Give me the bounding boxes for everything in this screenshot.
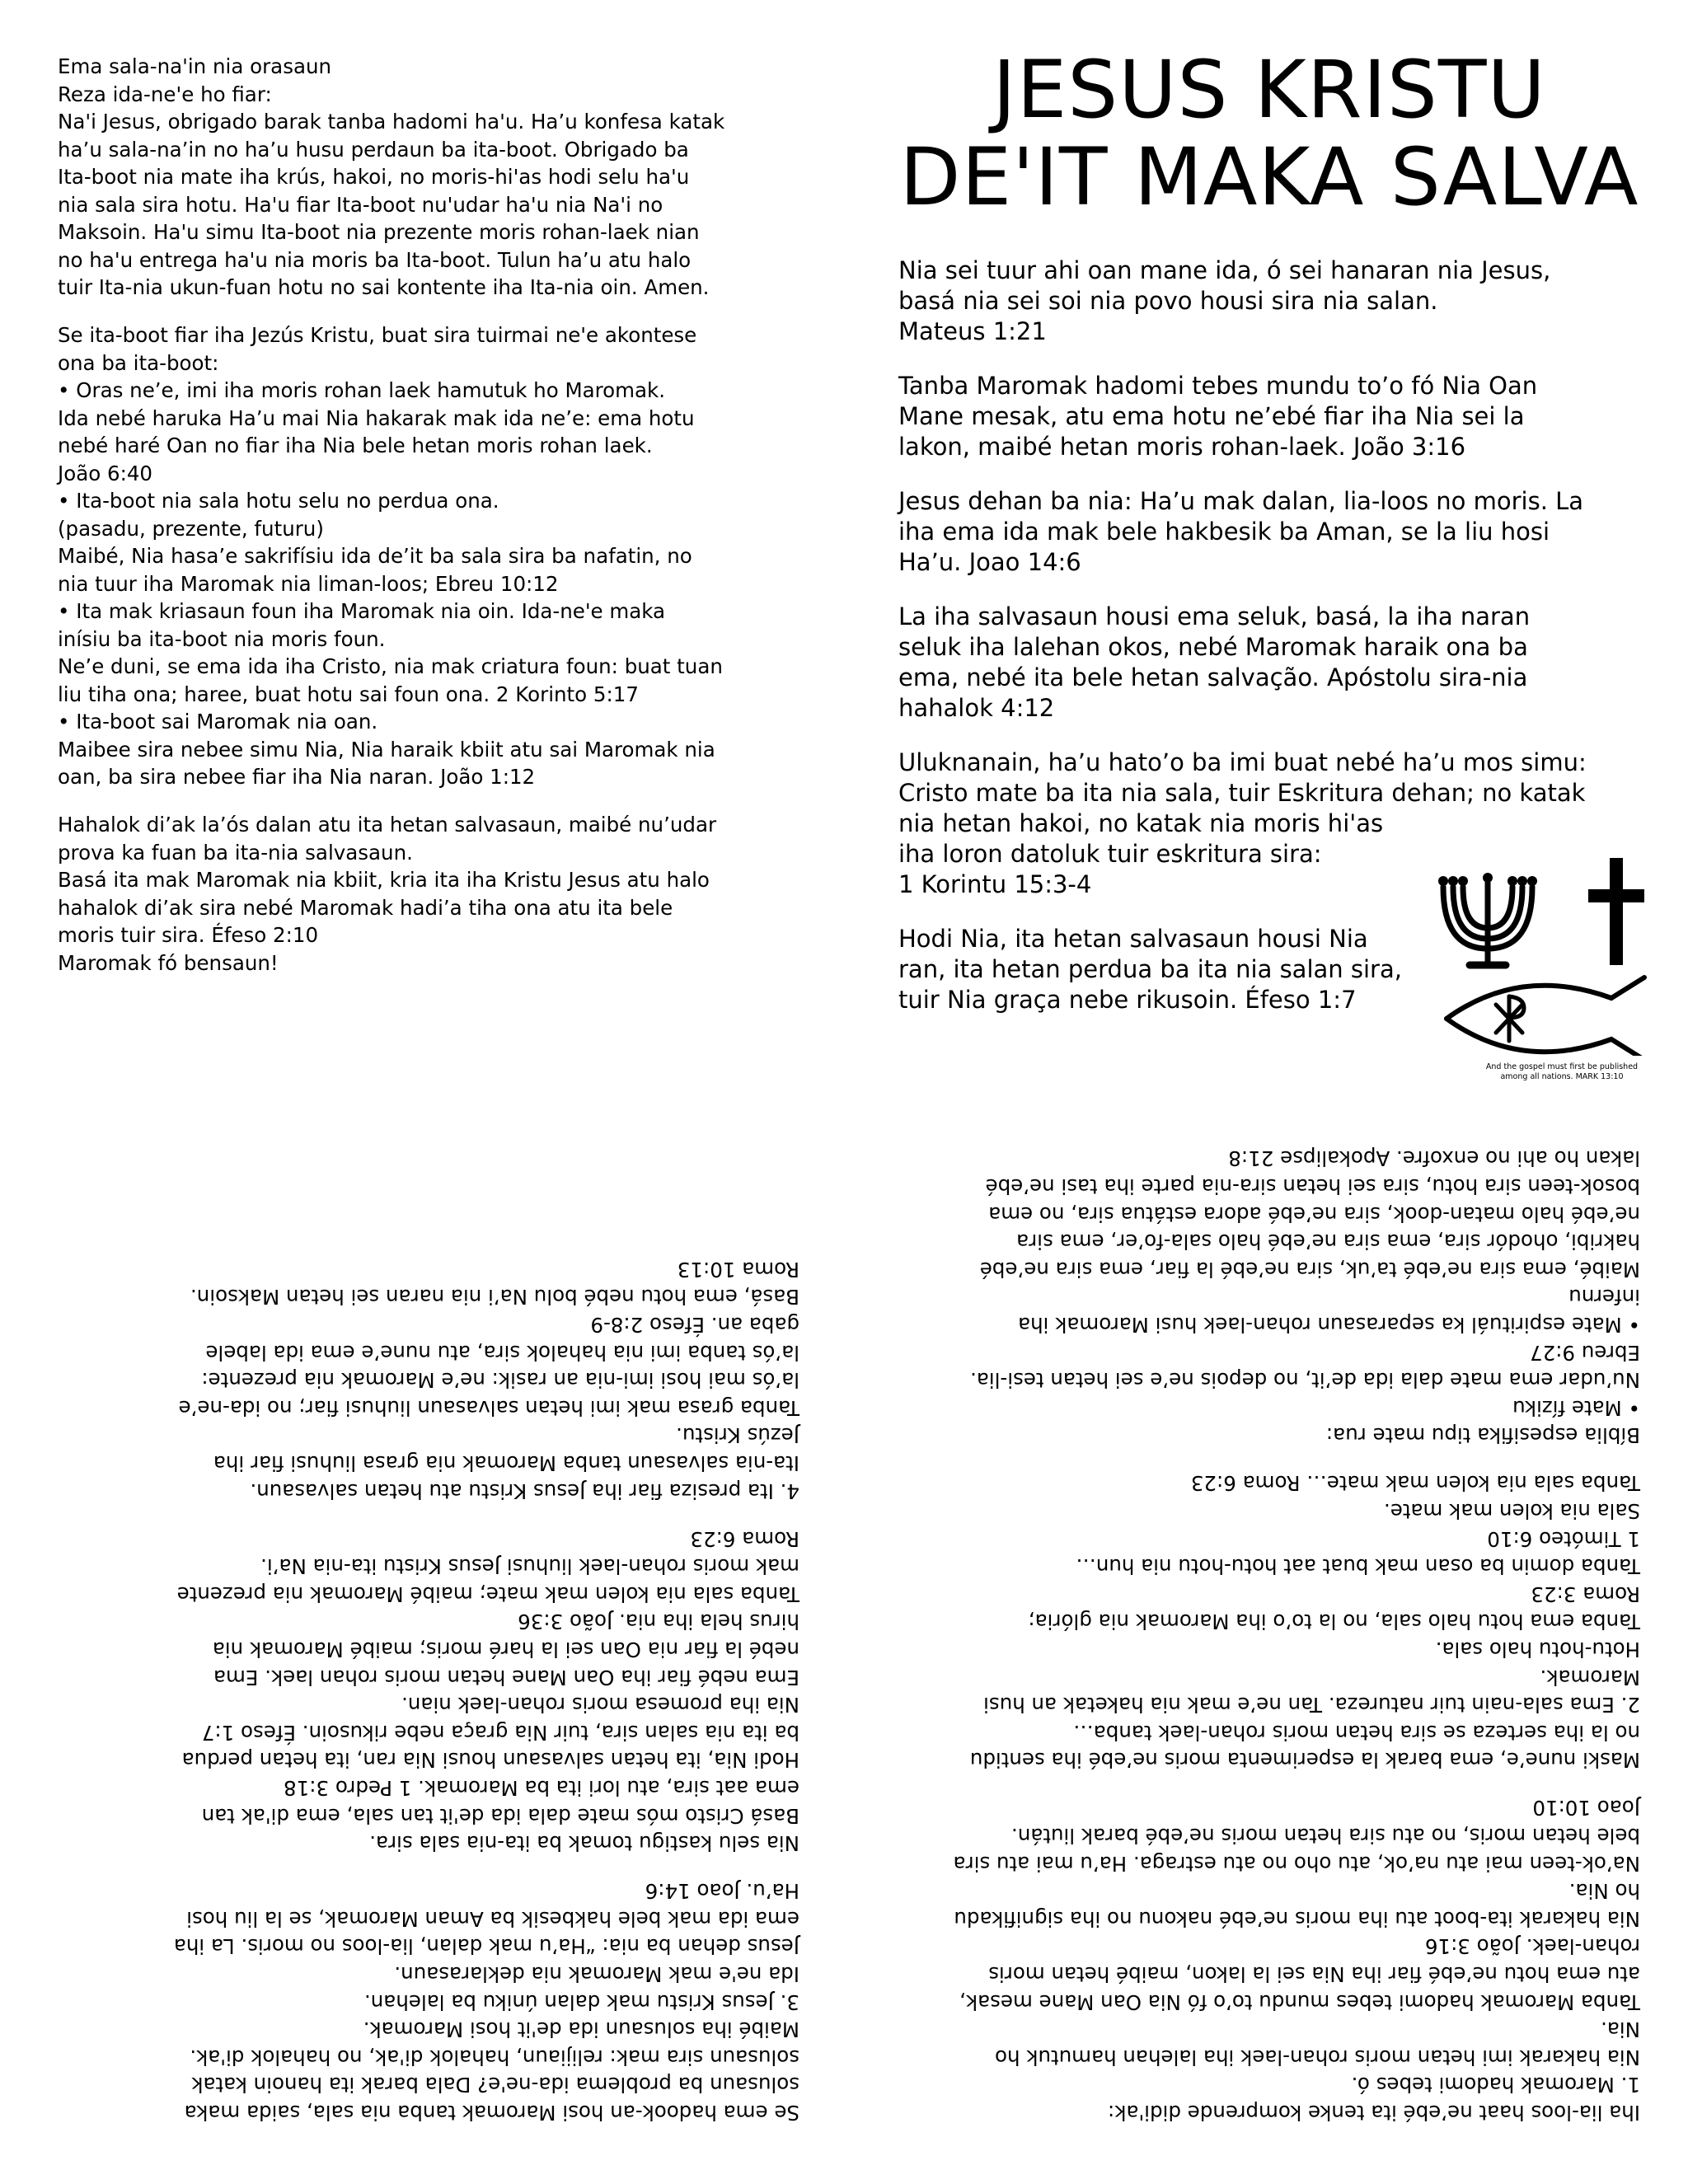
- text-line: 2. Ema sala-nain tuir natureza. Tan ne’e mak nia haketak an husi: [983, 1693, 1640, 1718]
- text-line: [898, 578, 1640, 602]
- text-line: lakon, maibé hetan moris rohan-laek. João 3:16: [898, 433, 1466, 461]
- text-line: hirus hela iha nia. João 3:36: [518, 1610, 799, 1634]
- cross-icon: [1588, 858, 1644, 965]
- text-line: Maibé, ema sira ne’ebé ta’uk, sira ne’ebé la fiar, ema sira ne’ebé: [979, 1257, 1640, 1282]
- text-line: atu ema hotu ne’ebé fiar iha Nia sei la lakon, maibé hetan moris: [988, 1962, 1640, 1987]
- text-line: ema aat sira, atu lori ita ba Maromak. 1 Pedro 3:18: [284, 1775, 799, 1800]
- text-line: Iha lia-loos haat ne’ebé ita tenke komprende didi'ak:: [1108, 2101, 1640, 2125]
- text-line: • Oras ne’e, imi iha moris rohan laek hamutuk ho Maromak.: [58, 378, 666, 402]
- text-line: Hotu-hotu halo sala.: [1435, 1638, 1640, 1661]
- text-line: iha ema ida mak bele hakbesik ba Aman, se la liu hosi: [898, 518, 1550, 546]
- text-line: liu tiha ona; haree, buat hotu sai foun ona. 2 Korinto 5:17: [58, 682, 639, 706]
- text-line: iha loron datoluk tuir eskritura sira:: [898, 840, 1322, 868]
- text-line: Ha’u. Joao 14:6: [898, 548, 1081, 576]
- text-line: Se ita-boot fiar iha Jezús Kristu, buat sira tuirmai ne'e akontese: [58, 323, 697, 347]
- text-line: no ha'u entrega ha'u nia moris ba Ita-boot. Tulun ha’u atu halo: [58, 247, 692, 272]
- text-line: Basá Cristo mós mate dala ida de'it tan sala, ema di'ak tan: [201, 1803, 799, 1828]
- text-line: ho Nia.: [1568, 1879, 1640, 1904]
- text-line: Tanba grasa mak imi hetan salvasaun liuhusi fiar; no ida-ne’e: [178, 1395, 799, 1420]
- text-line: [898, 724, 1640, 748]
- text-line: bele hetan moris, no atu sira hetan moris ne’ebé barak liután.: [1011, 1824, 1640, 1849]
- text-line: ema, nebé ita bele hetan salvação. Apóstolu sira-nia: [898, 663, 1528, 691]
- text-line: La iha salvasaun housi ema seluk, basá, la iha naran: [898, 602, 1531, 630]
- text-line: • Ita-boot nia sala hotu selu no perdua ona.: [58, 489, 499, 513]
- text-line: hakribi, ohodór sira, ema sira ne’ebé halo sala-fo’er, ema sira: [1016, 1230, 1640, 1254]
- text-line: nia hetan hakoi, no katak nia moris hi'as: [898, 809, 1384, 837]
- text-line: infernu: [1568, 1285, 1640, 1310]
- text-line: [898, 462, 1640, 486]
- text-line: Nia hakarak imi hetan moris rohan-laek iha lalehan hamutuk ho: [995, 2045, 1640, 2069]
- title-line-2: DE'IT MAKA SALVA: [899, 131, 1639, 223]
- text-line: ba ita nia salan sira, tuir Nia graça nebe rikusoin. Éfeso 1:7: [201, 1720, 799, 1745]
- text-line: Maibee sira nebee simu Nia, Nia haraik kbiit atu sai Maromak nia: [58, 737, 715, 762]
- caption-line-2: among all nations. MARK 13:10: [1500, 1072, 1624, 1081]
- text-line: Ema sala-na'in nia orasaun: [58, 54, 332, 78]
- prayer-text: [58, 53, 799, 977]
- text-line: Maromak fó bensaun!: [58, 950, 279, 975]
- text-line: bosok-teen sira hotu, sira sei hetan sira-nia parte iha tasi ne’ebé: [985, 1174, 1640, 1198]
- text-line: tuir Ita-nia ukun-fuan hotu no sai kontente iha Ita-nia oin. Amen.: [58, 275, 710, 299]
- text-line: Tanba sala nia kolen mak mate… Roma 6:23: [1190, 1471, 1640, 1496]
- text-line: 3. Jesus Kristu mak dalan úniku ba lalehan.: [363, 1990, 799, 2014]
- text-line: Nia iha promesa moris rohan-laek nian.: [401, 1693, 799, 1718]
- solution-panel-upside-down: [58, 1154, 799, 2126]
- text-line: Joao 10:10: [1532, 1796, 1640, 1821]
- text-line: • Ita mak kriasaun foun iha Maromak nia oin. Ida-ne'e maka: [58, 599, 666, 623]
- text-line: Tanba Maromak hadomi tebes mundu to’o fó Nia Oan: [898, 372, 1538, 400]
- text-line: [954, 1449, 1640, 1469]
- text-line: inísiu ba ita-boot nia moris foun.: [58, 626, 386, 651]
- text-line: prova ka fuan ba ita-nia salvasaun.: [58, 840, 413, 865]
- text-line: hahalok di’ak sira nebé Maromak hadi’a tiha ona atu ita bele: [58, 895, 673, 920]
- text-line: moris tuir sira. Éfeso 2:10: [58, 923, 319, 947]
- text-line: solusaun sira mak: relijiaun, hahalok di'ak, no hahalok di'ak.: [190, 2045, 799, 2069]
- text-line: Ne’e duni, se ema ida iha Cristo, nia mak criatura foun: buat tuan: [58, 654, 723, 678]
- text-line: ran, ita hetan perdua ba ita nia salan sira,: [898, 955, 1402, 983]
- text-line: solusaun ba problema ida-ne'e? Dala barak ita hanoin katak: [191, 2073, 799, 2097]
- text-line: basá nia sei soi nia povo housi sira nia salan.: [898, 287, 1438, 315]
- cover-panel: [898, 44, 1640, 1081]
- text-line: lakan ho ahi no enxofre. Apokalipse 21:8: [1228, 1146, 1640, 1171]
- emblem-caption: [1438, 1062, 1686, 1082]
- four-truths-text: [954, 1145, 1640, 2126]
- text-line: nia sala sira hotu. Ha'u fiar Ita-boot nu'udar ha'u nia Na'i no: [58, 192, 663, 217]
- text-line: tuir Nia graça nebe rikusoin. Éfeso 1:7: [898, 986, 1357, 1014]
- text-line: rohan-laek. João 3:16: [1424, 1934, 1640, 1959]
- text-line: Mane mesak, atu ema hotu ne’ebé fiar iha Nia sei la: [898, 402, 1525, 430]
- text-line: Ita-nia salvasaun tanba Maromak nia grasa liuhusi fiar iha: [213, 1451, 799, 1475]
- text-line: Na'i Jesus, obrigado barak tanba hadomi ha'u. Ha’u konfesa katak: [58, 110, 725, 134]
- text-line: • Mate fíziku: [1512, 1395, 1640, 1420]
- salvation-prayer-panel: [58, 53, 799, 977]
- text-line: Nia hakarak ita-boot atu iha moris ne’ebé nakonu no iha signifikadu: [954, 1906, 1640, 1931]
- text-line: Maibé, Nia hasa’e sakrifísiu ida de’it ba sala sira ba nafatin, no: [58, 544, 692, 568]
- text-line: (pasadu, prezente, futuru): [58, 516, 324, 541]
- text-line: Sala nia kolen mak mate.: [1383, 1499, 1640, 1524]
- text-line: Uluknanain, ha’u hato’o ba imi buat nebé ha’u mos simu:: [898, 748, 1587, 776]
- text-line: nebé haré Oan no fiar iha Nia bele hetan moris rohan laek.: [58, 434, 653, 457]
- text-line: gaba an. Éfeso 2:8-9: [590, 1312, 799, 1337]
- text-line: Hodi Nia, ita hetan salvasaun housi Nia: [898, 925, 1368, 953]
- text-line: [954, 1774, 1640, 1794]
- text-line: Ema nebé fiar iha Oan Mane hetan moris rohan laek. Ema: [213, 1665, 799, 1690]
- text-line: [174, 1857, 799, 1877]
- page-title: [898, 46, 1640, 221]
- text-line: Ha’u. Joao 14:6: [645, 1879, 799, 1904]
- four-truths-panel-upside-down: [898, 1146, 1640, 2126]
- text-line: Hodi Nia, ita hetan salvasaun housi Nia ran, ita hetan perdua: [181, 1748, 799, 1773]
- text-line: Tanba sala nia kolen mak mate; maibé Maromak nia prezente: [176, 1582, 799, 1606]
- ichthys-chi-rho-icon: [1447, 977, 1644, 1056]
- text-line: Ida ne'e mak Maromak nia deklarasaun.: [394, 1962, 799, 1987]
- text-line: no la iha serteza se sira hetan moris rohan-laek tanba…: [1073, 1720, 1640, 1745]
- menorah-icon: [1438, 873, 1537, 965]
- text-line: nia tuur iha Maromak nia liman-loos; Ebreu 10:12: [58, 571, 559, 596]
- text-line: Maksoin. Ha'u simu Ita-boot nia prezente moris rohan-laek nian: [58, 220, 700, 244]
- text-line: Reza ida-ne'e ho fiar:: [58, 82, 272, 106]
- text-line: Roma 10:13: [677, 1257, 799, 1282]
- text-line: Basá, ema hotu nebé bolu Na’i nia naran sei hetan Maksoin.: [190, 1285, 799, 1310]
- text-line: 1 Korintu 15:3-4: [898, 870, 1092, 898]
- text-line: ha’u sala-na’in no ha’u husu perdaun ba ita-boot. Obrigado ba: [58, 137, 689, 162]
- faith-emblem: [1438, 850, 1686, 1082]
- text-line: Nia.: [1601, 2018, 1640, 2042]
- text-line: Maski nune’e, ema barak la esperimenta moris ne’ebé iha sentidu: [969, 1748, 1640, 1773]
- text-line: Tanba ema hotu halo sala, no la to’o iha Maromak nia glória;: [1028, 1610, 1640, 1634]
- text-line: seluk iha lalehan okos, nebé Maromak haraik ona ba: [898, 633, 1528, 661]
- caption-line-1: And the gospel must first be published: [1485, 1062, 1639, 1071]
- text-line: la’ós tanba imi nia hahalok sira, atu nune’e ema ida labele: [205, 1340, 799, 1365]
- text-line: Jesus dehan ba nia: “Ha’u mak dalan, lia-loos no moris. La iha: [173, 1934, 799, 1959]
- text-line: ne’ebé halo matan-dook, sira ne’ebé adora estátua sira, no ema: [988, 1202, 1640, 1226]
- text-line: • Ita-boot sai Maromak nia oan.: [58, 710, 378, 733]
- text-line: Cristo mate ba ita nia sala, tuir Eskritura dehan; no katak: [898, 779, 1586, 807]
- text-line: Na’ok-teen mai atu na’ok, atu oho no atu estraga. Ha’u mai atu sira: [953, 1851, 1640, 1876]
- text-line: 4. Ita presiza fiar iha Jesus Kristu atu hetan salvasaun.: [250, 1479, 799, 1503]
- text-line: hahalok 4:12: [898, 694, 1055, 722]
- text-line: Tanba domin ba osan mak buat aat hotu-hotu nia hun…: [1076, 1554, 1640, 1579]
- text-line: mak moris rohan-laek liuhusi Jesus Kristu ita-nia Na’i.: [260, 1554, 799, 1579]
- text-line: Bíblia espesifika tipu mate rua:: [1325, 1423, 1640, 1448]
- text-line: João 6:40: [58, 461, 153, 485]
- text-line: • Mate espirituál ka separasaun rohan-laek husi Maromak iha: [1018, 1312, 1640, 1337]
- text-line: Tanba Maromak hadomi tebes mundu to’o fó Nia Oan Mane mesak,: [959, 1990, 1640, 2014]
- text-line: Ida nebé haruka Ha’u mai Nia hakarak mak ida ne’e: ema hotu: [58, 405, 695, 430]
- text-line: Nu’udar ema mate dala ida de’it, no depois ne’e sei hetan tesi-lia.: [970, 1368, 1640, 1393]
- text-line: 1. Maromak hadomi tebes ó.: [1351, 2073, 1640, 2097]
- text-line: Ebreu 9:27: [1530, 1340, 1640, 1365]
- text-line: Jezús Kristu.: [676, 1423, 799, 1448]
- text-line: ona ba ita-boot:: [58, 350, 219, 375]
- text-line: Se ema hadook-an hosi Maromak tanba nia sala, saida maka: [184, 2101, 799, 2125]
- text-line: Maibé iha solusaun ida de'it hosi Maromak.: [363, 2018, 799, 2042]
- text-line: [174, 1505, 799, 1526]
- text-line: ema ida mak bele hakbesik ba Aman Maromak, se la liu hosi: [186, 1906, 799, 1931]
- text-line: nebé la fiar nia Oan sei la haré moris; maibé Maromak nia: [212, 1638, 799, 1661]
- text-line: Mateus 1:21: [898, 317, 1047, 345]
- text-line: Nia sei tuur ahi oan mane ida, ó sei hanaran nia Jesus,: [898, 256, 1551, 284]
- emblem-graphic: [1438, 850, 1686, 1056]
- solution-text: [174, 1255, 799, 2126]
- text-line: Ita-boot nia mate iha krús, hakoi, no moris-hi'as hodi selu ha'u: [58, 165, 690, 189]
- text-line: [58, 302, 799, 322]
- text-line: Jesus dehan ba nia: Ha’u mak dalan, lia-loos no moris. La: [898, 487, 1584, 515]
- text-line: Maromak.: [1540, 1665, 1640, 1690]
- text-line: Hahalok di’ak la’ós dalan atu ita hetan salvasaun, maibé nu’udar: [58, 813, 717, 837]
- text-line: 1 Timóteo 6:10: [1487, 1526, 1640, 1551]
- text-line: oan, ba sira nebee fiar iha Nia naran. João 1:12: [58, 765, 536, 789]
- text-line: [898, 347, 1640, 371]
- text-line: la’ós mai hosi imi-nia an rasik: ne’e Maromak nia prezente:: [201, 1368, 799, 1393]
- text-line: Basá ita mak Maromak nia kbiit, kria ita iha Kristu Jesus atu halo: [58, 868, 710, 892]
- text-line: Roma 6:23: [690, 1526, 799, 1551]
- text-line: Nia selu kastigu tomak ba ita-nia sala sira.: [369, 1831, 799, 1856]
- text-line: [58, 791, 799, 812]
- title-line-1: JESUS KRISTU: [992, 44, 1546, 136]
- text-line: Roma 3:23: [1531, 1582, 1640, 1606]
